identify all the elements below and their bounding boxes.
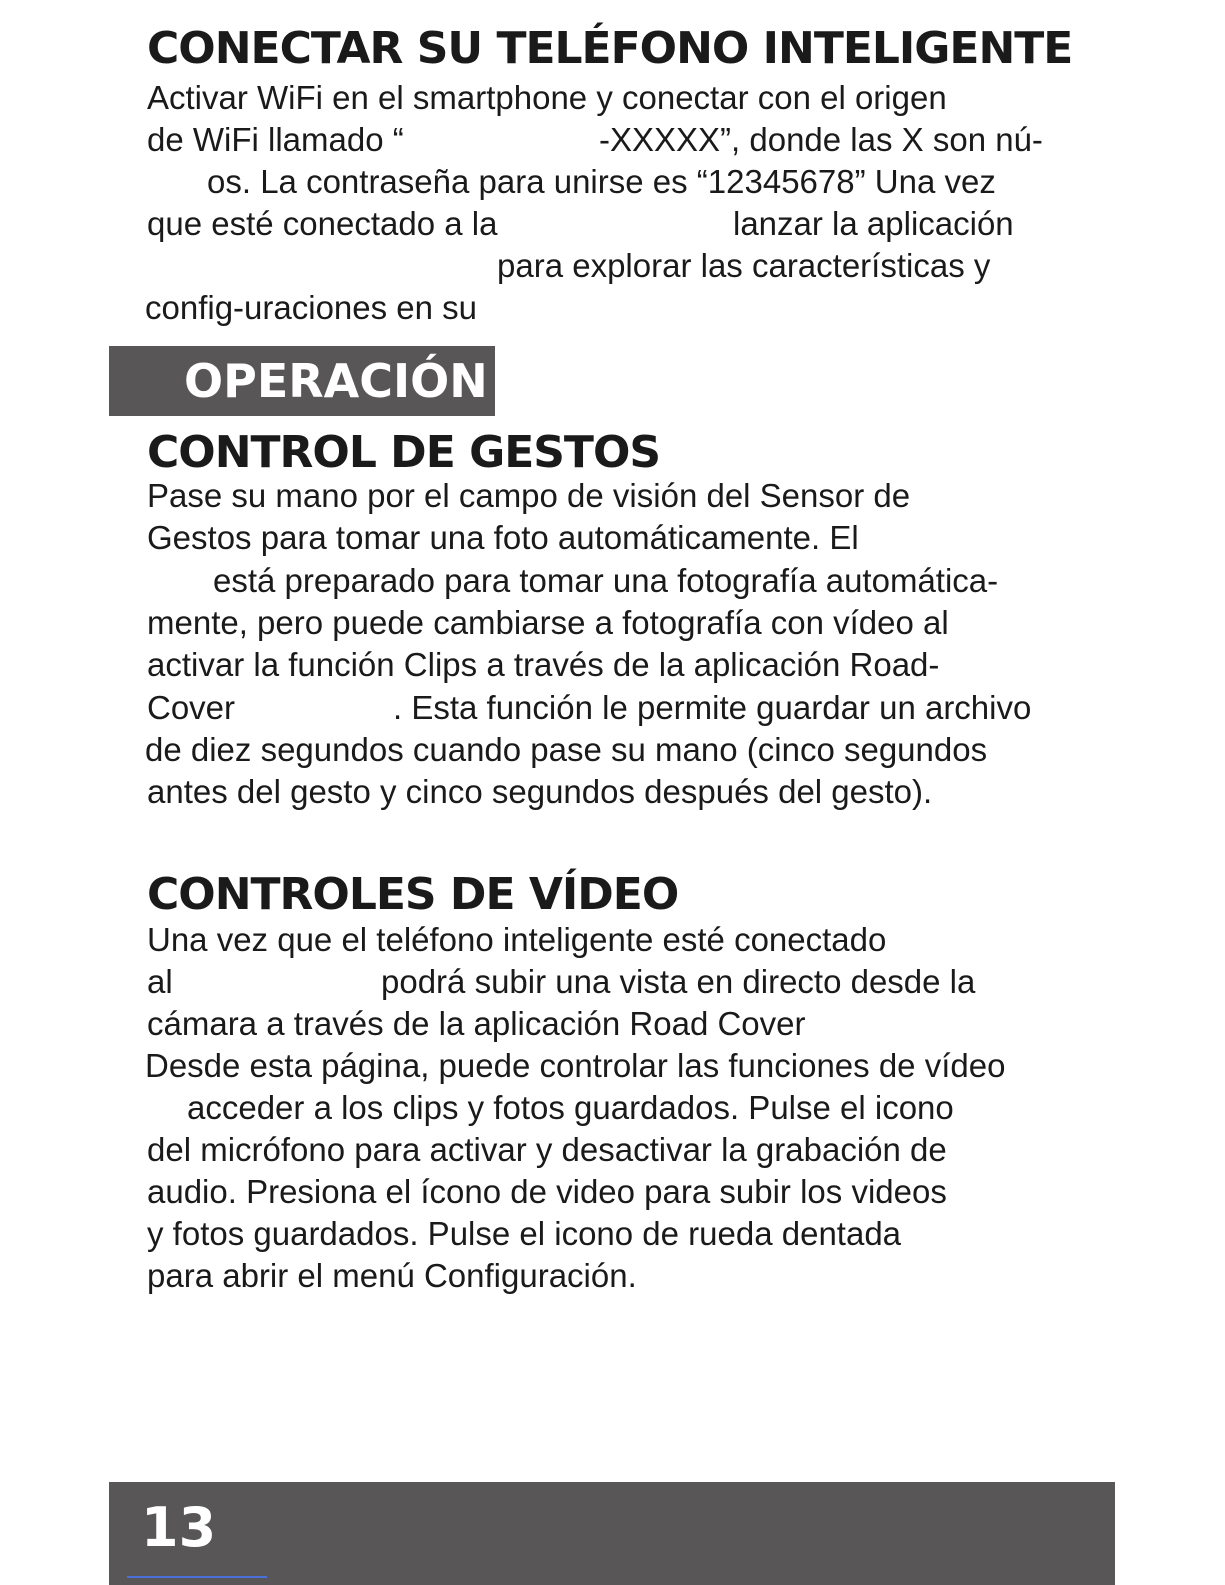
video-text-line-4: Desde esta página, puede controlar las funciones de vídeo	[145, 1047, 1006, 1084]
heading-connect-phone: CONECTAR SU TELÉFONO INTELIGENTE	[147, 23, 1073, 74]
gesture-text-line-3: está preparado para tomar una fotografía automática-	[213, 562, 999, 599]
video-text-line-2a: al	[147, 963, 173, 1000]
page-number: 13	[141, 1496, 217, 1559]
gesture-text-line-5: activar la función Clips a través de la aplicación Road-	[147, 646, 940, 683]
connect-text-line-5: para explorar las características y	[497, 247, 991, 284]
video-text-line-9: para abrir el menú Configuración.	[147, 1257, 637, 1294]
gesture-text-line-6a: Cover	[147, 689, 236, 726]
section-band-operation	[109, 346, 495, 416]
connect-text-line-2b: -XXXXX”, donde las X son nú-	[599, 121, 1043, 158]
connect-text-line-2a: de WiFi llamado “	[147, 121, 404, 158]
footer-bar	[109, 1482, 1115, 1585]
connect-text-line-3: os. La contraseña para unirse es “12345678” Una vez	[207, 163, 996, 200]
video-text-line-6: del micrófono para activar y desactivar la grabación de	[147, 1131, 947, 1168]
gesture-text-line-6b: . Esta función le permite guardar un archivo	[393, 689, 1032, 726]
connect-text-line-4b: lanzar la aplicación	[733, 205, 1014, 242]
connect-text-line-4a: que esté conectado a la	[147, 205, 498, 242]
gesture-text-line-2: Gestos para tomar una foto automáticamente. El	[147, 519, 859, 556]
heading-video-controls: CONTROLES DE VÍDEO	[147, 869, 679, 920]
heading-gesture-control: CONTROL DE GESTOS	[147, 427, 661, 478]
gesture-text-line-8: antes del gesto y cinco segundos después del gesto).	[147, 773, 933, 810]
video-text-line-7: audio. Presiona el ícono de video para subir los videos	[147, 1173, 947, 1210]
video-text-line-2b: podrá subir una vista en directo desde la	[381, 963, 976, 1000]
video-text-line-3: cámara a través de la aplicación Road Cover	[147, 1005, 806, 1042]
footer-underline-divider	[127, 1576, 267, 1578]
gesture-text-line-7: de diez segundos cuando pase su mano (cinco segundos	[145, 731, 988, 768]
section-band-label: OPERACIÓN	[184, 354, 488, 408]
video-text-line-1: Una vez que el teléfono inteligente esté conectado	[147, 921, 887, 958]
gesture-text-line-1: Pase su mano por el campo de visión del Sensor de	[147, 477, 911, 514]
video-text-line-8: y fotos guardados. Pulse el icono de rueda dentada	[147, 1215, 902, 1252]
connect-text-line-6: config-uraciones en su	[145, 289, 478, 326]
gesture-text-line-4: mente, pero puede cambiarse a fotografía con vídeo al	[147, 604, 949, 641]
video-text-line-5: acceder a los clips y fotos guardados. Pulse el icono	[187, 1089, 954, 1126]
connect-text-line-1: Activar WiFi en el smartphone y conectar con el origen	[147, 79, 947, 116]
